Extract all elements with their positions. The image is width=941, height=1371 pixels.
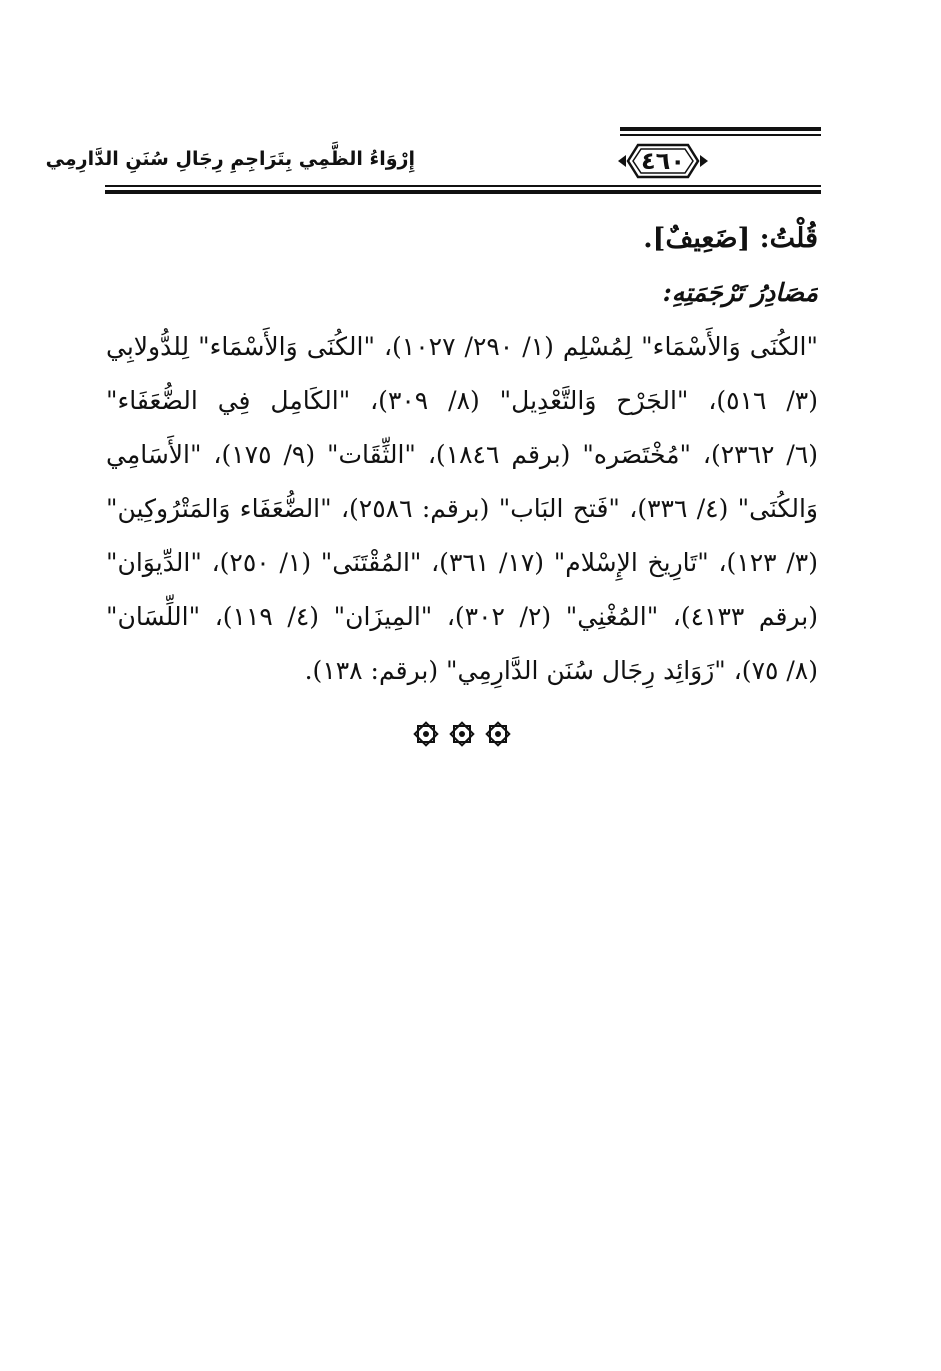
sources-line: (٣/ ١٢٣)، "تَارِيخ الإِسْلام" (١٧/ ٣٦١)، "المُقْتَنَى" (١/ ٢٥٠)، "الدِّيوَان" bbox=[106, 548, 818, 577]
section-end-ornament bbox=[412, 720, 512, 750]
sources-line: (٦/ ٢٣٦٢)، "مُخْتَصَره" (برقم ١٨٤٦)، "الثِّقَات" (٩/ ١٧٥)، "الأَسَامِي bbox=[106, 440, 818, 469]
running-title: إِرْوَاءُ الظَّمِي بِتَرَاجِمِ رِجَالِ سُنَنِ الدَّارِمِي bbox=[45, 148, 415, 170]
header-bottom-rule bbox=[105, 185, 821, 194]
page-content bbox=[106, 212, 818, 698]
page-number: ٤٦٠ bbox=[641, 147, 685, 175]
sources-line: (٨/ ٧٥)، "زَوَائِد رِجَال سُنَن الدَّارِمِي" (برقم: ١٣٨). bbox=[304, 656, 818, 685]
sources-heading: مَصَادِرُ تَرْجَمَتِهِ: bbox=[662, 278, 818, 307]
sources-line: (برقم ٤١٣٣)، "المُغْنِي" (٢/ ٣٠٢)، "المِيزَان" (٤/ ١١٩)، "اللِّسَان" bbox=[106, 602, 818, 631]
sources-line: (٣/ ٥١٦)، "الجَرْح وَالتَّعْدِيل" (٨/ ٣٠٩)، "الكَامِل فِي الضُّعَفَاء" bbox=[106, 386, 818, 415]
verdict-line: قُلْتُ: [ضَعِيفٌ]. bbox=[643, 223, 818, 254]
page-number-badge bbox=[618, 141, 708, 181]
eight-point-star-icon bbox=[412, 720, 440, 748]
page-header bbox=[45, 122, 821, 202]
sources-line: وَالكُنَى" (٤/ ٣٣٦)، "فَتح البَاب" (برقم: ٢٥٨٦)، "الضُّعَفَاء وَالمَتْرُوكِين" bbox=[106, 494, 818, 523]
eight-point-star-icon bbox=[448, 720, 476, 748]
header-top-rule bbox=[620, 127, 821, 136]
eight-point-star-icon bbox=[484, 720, 512, 748]
sources-line: "الكُنَى وَالأَسْمَاء" لِمُسْلِم (١/ ٢٩٠/ ١٠٢٧)، "الكُنَى وَالأَسْمَاء" لِلدُّولابِي bbox=[106, 332, 818, 361]
